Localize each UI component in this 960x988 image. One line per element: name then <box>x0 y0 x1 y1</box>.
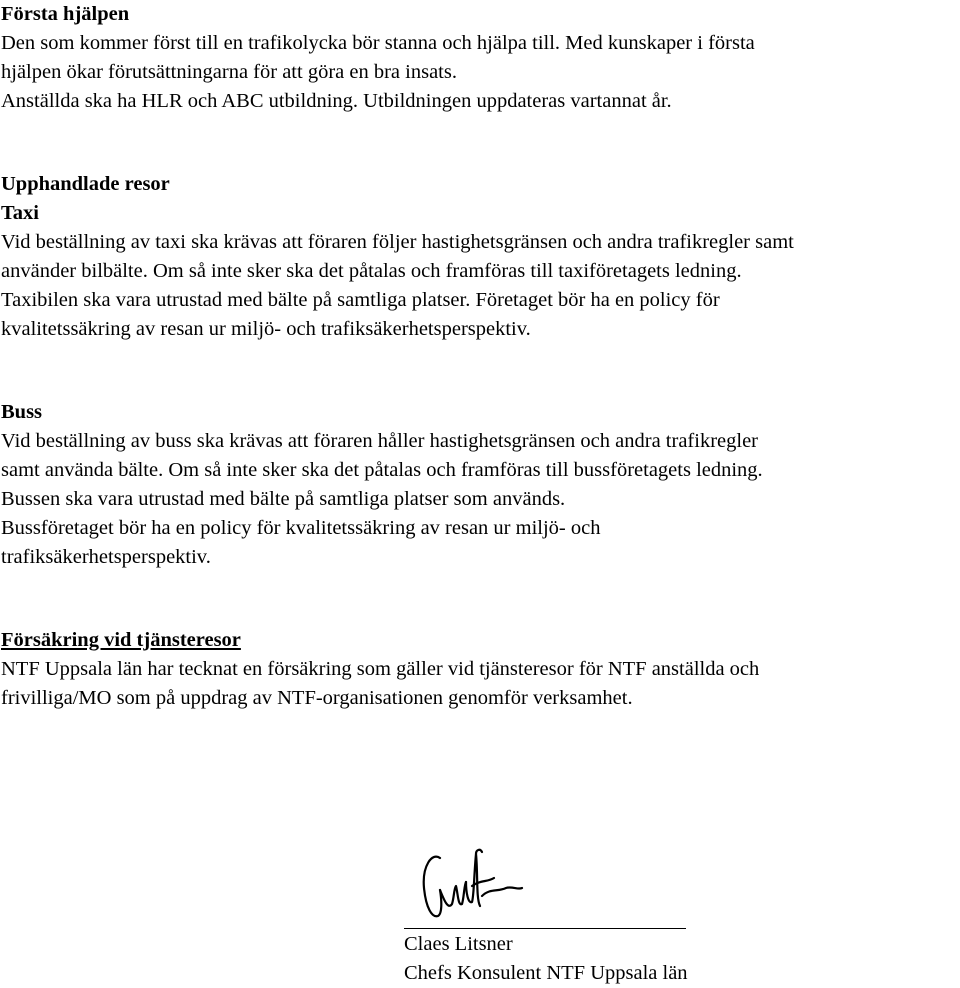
paragraph-taxi <box>1 228 794 344</box>
heading-forsta-hjalpen: Första hjälpen <box>1 3 130 25</box>
signature-line <box>404 928 686 929</box>
text-line: Vid beställning av buss ska krävas att föraren håller hastighetsgränsen och andra trafikregler <box>1 430 758 452</box>
text-line: kvalitetssäkring av resan ur miljö- och trafiksäkerhetsperspektiv. <box>1 318 531 340</box>
text-line: Bussen ska vara utrustad med bälte på samtliga platser som används. <box>1 488 566 510</box>
text-line: Taxibilen ska vara utrustad med bälte på samtliga platser. Företaget bör ha en policy för <box>1 289 720 311</box>
paragraph-buss <box>1 427 763 572</box>
section-forsta-hjalpen <box>1 0 755 116</box>
heading-taxi: Taxi <box>1 202 39 224</box>
text-line: hjälpen ökar förutsättningarna för att göra en bra insats. <box>1 61 457 83</box>
text-line: Den som kommer först till en trafikolycka bör stanna och hjälpa till. Med kunskaper i första <box>1 32 755 54</box>
signatory-title: Chefs Konsulent NTF Uppsala län <box>404 962 688 984</box>
section-forsakring <box>1 626 759 713</box>
text-line: Anställda ska ha HLR och ABC utbildning. Utbildningen uppdateras vartannat år. <box>1 90 672 112</box>
heading-forsakring: Försäkring vid tjänsteresor <box>1 629 241 651</box>
paragraph-forsta-hjalpen <box>1 29 755 116</box>
text-line: samt använda bälte. Om så inte sker ska det påtalas och framföras till bussföretagets ledning. <box>1 459 763 481</box>
text-line: NTF Uppsala län har tecknat en försäkring som gäller vid tjänsteresor för NTF anställda och <box>1 658 760 680</box>
paragraph-forsakring <box>1 655 759 713</box>
text-line: trafiksäkerhetsperspektiv. <box>1 546 211 568</box>
heading-buss: Buss <box>1 401 43 423</box>
text-line: frivilliga/MO som på uppdrag av NTF-organisationen genomför verksamhet. <box>1 687 633 709</box>
heading-upphandlade-resor: Upphandlade resor <box>1 173 170 195</box>
signatory-name: Claes Litsner <box>404 933 513 955</box>
text-line: använder bilbälte. Om så inte sker ska det påtalas och framföras till taxiföretagets ledning. <box>1 260 742 282</box>
text-line: Vid beställning av taxi ska krävas att föraren följer hastighetsgränsen och andra trafikregler samt <box>1 231 794 253</box>
section-buss <box>1 398 763 572</box>
text-line: Bussföretaget bör ha en policy för kvalitetssäkring av resan ur miljö- och <box>1 517 601 539</box>
handwritten-signature-icon <box>418 844 528 926</box>
section-upphandlade-resor <box>1 170 794 344</box>
